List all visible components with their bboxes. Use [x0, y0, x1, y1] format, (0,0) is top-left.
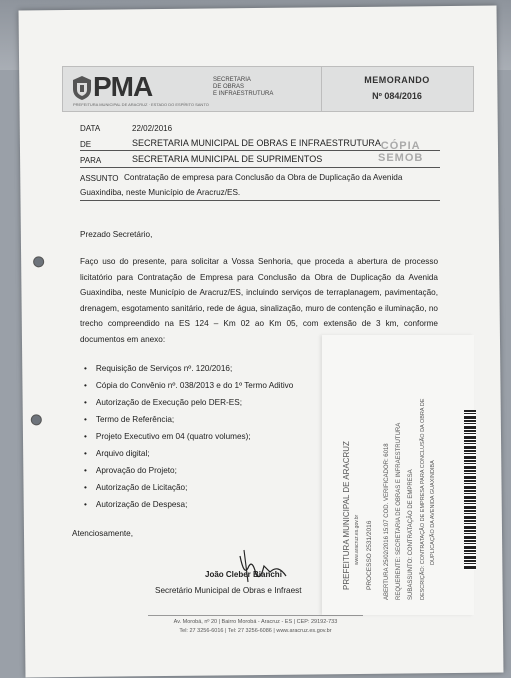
- stamp-text: CÓPIA SEMOB: [378, 140, 424, 164]
- footer: [148, 615, 363, 636]
- protocol-line: ABERTURA 25/02/2016 15:07 COD. VERIFICADOR: 6018: [384, 443, 390, 600]
- protocol-line: PREFEITURA MUNICIPAL DE ARACRUZ: [342, 441, 351, 590]
- signer-title: Secretário Municipal de Obras e Infraest: [155, 586, 302, 595]
- divider: [80, 200, 440, 201]
- subject-line-1: Contratação de empresa para Conclusão da Obra de Duplicação da Avenida: [124, 173, 403, 182]
- letterhead: [62, 66, 474, 112]
- coat-of-arms-icon: [71, 75, 93, 101]
- attachment-list: [80, 360, 293, 513]
- copy-stamp: [378, 140, 423, 164]
- footer-contact: Tel: 27 3256-6016 | Tel: 27 3256-6086 | www.aracruz.es.gov.br: [179, 628, 332, 634]
- protocol-line: www.aracruz.es.gov.br: [354, 514, 360, 565]
- list-item: • Termo de Referência;: [80, 411, 293, 428]
- protocol-line: DUPLICAÇÃO DA AVENIDA GUAXINDIBA: [430, 460, 436, 565]
- subject-line-2: Guaxindiba, neste Município de Aracruz/ES.: [80, 188, 241, 197]
- to-value: SECRETARIA MUNICIPAL DE SUPRIMENTOS: [132, 154, 323, 164]
- list-item: • Aprovação do Projeto;: [80, 462, 293, 479]
- greeting: Prezado Secretário,: [80, 230, 153, 239]
- barcode: [464, 410, 476, 570]
- protocol-line: REQUERENTE: SECRETARIA DE OBRAS E INFRAESTRUTURA: [396, 422, 402, 600]
- divider: [80, 167, 440, 168]
- to-label: PARA: [80, 156, 102, 165]
- punch-hole: [33, 256, 44, 267]
- list-item: • Autorização de Despesa;: [80, 496, 293, 513]
- list-item: • Arquivo digital;: [80, 445, 293, 462]
- protocol-label: [322, 335, 474, 615]
- footer-address: Av. Morobá, nº 20 | Bairro Morobá - Aracruz - ES | CEP: 29192-733: [173, 619, 338, 625]
- list-item: • Projeto Executivo em 04 (quatro volumes);: [80, 428, 293, 445]
- memo-box: [321, 67, 472, 111]
- protocol-line: PROCESSO 2531/2016: [366, 520, 373, 590]
- logo-subtitle: PREFEITURA MUNICIPAL DE ARACRUZ · ESTADO DO ESPÍRITO SANTO: [73, 102, 209, 107]
- punch-hole: [31, 414, 42, 425]
- list-item: • Autorização de Execução pelo DER-ES;: [80, 394, 293, 411]
- date-label: DATA: [80, 124, 101, 133]
- list-item: • Autorização de Licitação;: [80, 479, 293, 496]
- memo-number: Nº 084/2016: [372, 91, 422, 101]
- date-value: 22/02/2016: [132, 124, 173, 133]
- signer-name: João Cleber Bianchi: [205, 570, 282, 579]
- department-name: SECRETARIA DE OBRAS E INFRAESTRUTURA: [213, 77, 274, 97]
- logo-text: PMA: [93, 71, 153, 102]
- memo-title: MEMORANDO: [364, 75, 430, 85]
- list-item: • Cópia do Convênio nº. 038/2013 e do 1º Termo Aditivo: [80, 377, 293, 394]
- body-paragraph: Faço uso do presente, para solicitar a Vossa Senhoria, que proceda a abertura de processo licitatório para Contratação de Empresa para Conclusão da Obra de Duplicação da Avenida Guaxindiba, neste Município de Aracruz/ES, incluindo serviços de terraplanagem, pavimentação, drenagem, esgotamento sanitário, rede de água, sinalização, muro de contenção e iluminação, no trecho compreendido na ES 124 – Km 02 ao Km 05, com extensão de 3 km, conforme documentos em anexo:: [80, 257, 438, 344]
- closing: Atenciosamente,: [72, 529, 133, 538]
- from-label: DE: [80, 140, 92, 149]
- list-item: • Requisição de Serviços nº. 120/2016;: [80, 360, 293, 377]
- handwritten-signature: [230, 546, 310, 586]
- protocol-line: DESCRIÇÃO: CONTRATAÇÃO DE EMPRESA PARA CONCLUSÃO DA OBRA DE: [420, 398, 426, 600]
- protocol-line: SUBASSUNTO: CONTRATAÇÃO DE EMPRESA: [408, 469, 414, 600]
- from-value: SECRETARIA MUNICIPAL DE OBRAS E INFRAESTRUTURA: [132, 138, 381, 148]
- subject-label: ASSUNTO: [80, 174, 119, 183]
